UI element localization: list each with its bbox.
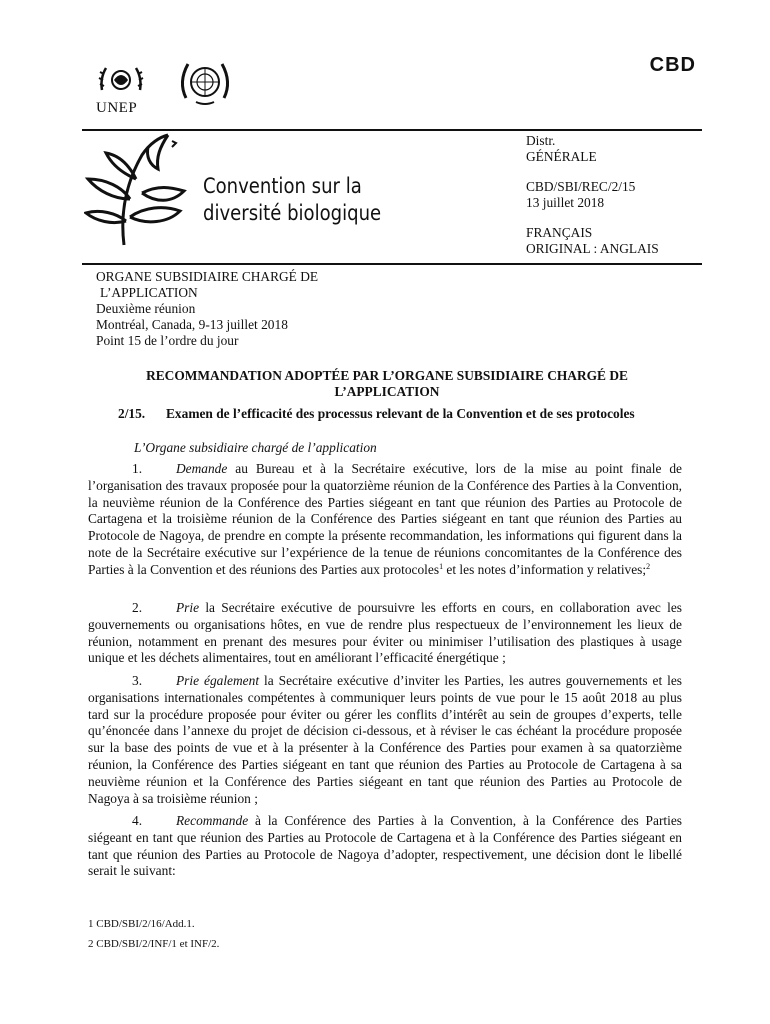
document-original-language: ORIGINAL : ANGLAIS — [526, 241, 659, 256]
distribution-block — [526, 133, 659, 257]
session-name: Deuxième réunion — [96, 301, 196, 316]
subject-line: L’Organe subsidiaire chargé de l’application — [134, 440, 377, 455]
document-date: 13 juillet 2018 — [526, 195, 605, 210]
header-rule-bottom — [82, 263, 702, 265]
cbd-plant-logo-icon — [84, 133, 192, 249]
body-name-line2: L’APPLICATION — [100, 285, 198, 300]
paragraph-number: 1. — [132, 461, 143, 476]
paragraph-4 — [88, 813, 682, 880]
recommendation-title-line1: RECOMMANDATION ADOPTÉE PAR L’ORGANE SUBSIDIAIRE CHARGÉ DE — [146, 368, 628, 383]
paragraph-verb: Recommande — [176, 813, 249, 828]
paragraph-text: à la Conférence des Parties à la Convention, à la Conférence des Parties siégeant en tant que réunion des Parties au Protocole de Cartagena et à la Conférence des Parties siégeant en tant que réunion des Parties au Protocole de Nagoya d’adopter, respectivement, une décision dont le libellé serait le suivant: — [88, 813, 682, 879]
agenda-item: Point 15 de l’ordre du jour — [96, 333, 239, 348]
paragraph-verb: Prie — [176, 600, 200, 615]
document-symbol: CBD/SBI/REC/2/15 — [526, 179, 636, 194]
convention-title-line1: Convention sur la — [203, 174, 362, 198]
item-title: Examen de l’efficacité des processus relevant de la Convention et de ses protocoles — [166, 406, 635, 421]
unep-label: UNEP — [96, 100, 138, 116]
paragraph-text-continued: et les notes d’information y relatives; — [446, 561, 647, 577]
paragraph-text: la Secrétaire exécutive d’inviter les Parties, les autres gouvernements et les organisations internationales compétentes à communiquer leurs points de vue pour le 15 août 2018 au plus tard sur la procédure proposée pour éviter ou gérer les conflits d’intérêt au sein de groupes d’experts, telle qu’énoncée dans l’annexe du projet de décision ci-dessous, et à réviser le cas échéant la procédure proposée sur la base des points de vue et à la présenter à la Conférence des Parties pour examen à sa quatorzième réunion, la Conférence des Parties siégeant en tant que réunion des Parties au Protocole de Cartagena à sa neuvième réunion et la Conférence des Parties siégeant en tant que réunion des Parties au Protocole de Nagoya à sa troisième réunion ; — [88, 673, 682, 806]
recommendation-title — [96, 368, 678, 400]
body-name-line1: ORGANE SUBSIDIAIRE CHARGÉ DE — [96, 269, 319, 284]
document-language: FRANÇAIS — [526, 225, 593, 240]
footnote-ref: 1 — [439, 561, 444, 571]
paragraph-1 — [88, 461, 682, 579]
footnote-1: 1 CBD/SBI/2/16/Add.1. — [88, 918, 195, 930]
meeting-block — [96, 269, 318, 349]
paragraph-number: 4. — [132, 813, 143, 828]
footnote-2: 2 CBD/SBI/2/INF/1 et INF/2. — [88, 938, 220, 950]
paragraph-2 — [88, 600, 682, 667]
paragraph-number: 2. — [132, 600, 143, 615]
item-heading — [118, 406, 635, 422]
paragraph-text: au Bureau et à la Secrétaire exécutive, lors de la mise au point finale de l’organisation des travaux proposée pour la quatorzième réunion de la Conférence des Parties à la Convention, la neuvième réunion de la Conférence des Parties siégeant en tant que réunion des Parties au Protocole de Cartagena et la troisième réunion de la Conférence des Parties siégeant en tant que réunion des Parties au Protocole de Nagoya, de prendre en compte la présente recommandation, les informations qui figurent dans la note de la Secrétaire exécutive sur l’expérience de la tenue de réunions concomitantes de la Conférence des Parties à la Convention et des réunions des Parties aux protocoles — [88, 461, 682, 577]
paragraph-verb: Demande — [176, 461, 228, 476]
convention-title-line2: diversité biologique — [203, 201, 382, 225]
footnote-ref: 2 — [646, 561, 651, 571]
paragraph-number: 3. — [132, 673, 143, 688]
meeting-place: Montréal, Canada, 9-13 juillet 2018 — [96, 317, 288, 332]
unep-emblem-icon — [96, 60, 146, 102]
distr-general: GÉNÉRALE — [526, 149, 597, 164]
cbd-mark: CBD — [649, 54, 696, 76]
paragraph-verb: Prie également — [176, 673, 260, 688]
recommendation-title-line2: L’APPLICATION — [334, 384, 440, 399]
paragraph-3 — [88, 673, 682, 807]
paragraph-text: la Secrétaire exécutive de poursuivre les efforts en cours, en collaboration avec les gouvernements ou organisations hôtes, en vue de rendre plus respectueux de l’environnement les lieux de réunion, notamment en prenant des mesures pour éviter ou minimiser l’utilisation des plastiques à usage unique et les déchets alimentaires, tout en améliorant l’efficacité énergétique ; — [88, 600, 682, 666]
distr-label: Distr. — [526, 133, 556, 148]
header-rule-top — [82, 129, 702, 131]
un-emblem-icon — [176, 58, 234, 108]
convention-title — [203, 173, 381, 227]
recommendation-number: 2/15. — [118, 406, 146, 421]
